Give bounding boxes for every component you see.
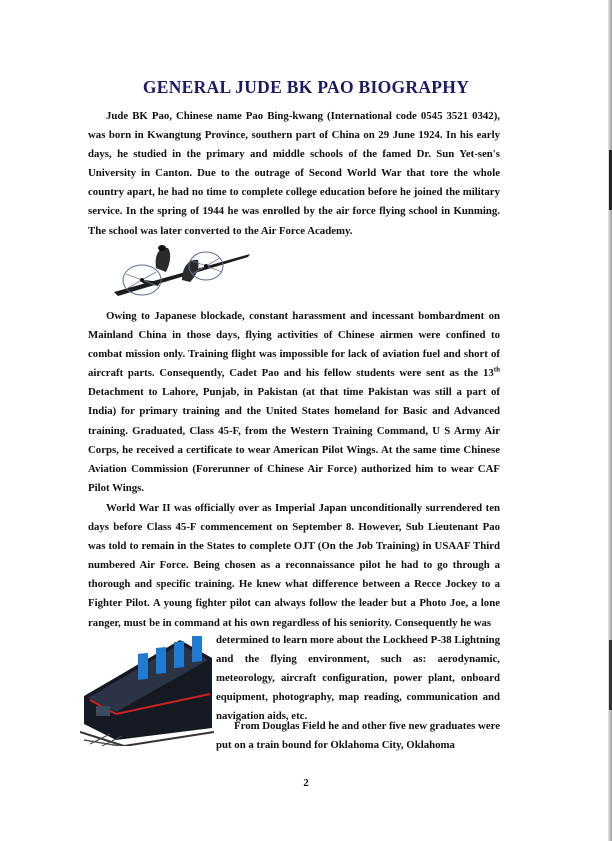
paragraph-training-text-cont: Detachment to Lahore, Punjab, in Pakistan (at that time Pakistan was still a part of India) for primary training and the United States homeland for Basic and Advanced training. Graduated, Class 45-F, from the Western Training Command, U S Army Air Corps, he received a certificate to wear American Pilot Wings. At the same time Chinese Aviation Commission (Forerunner of Chinese Air Force) authorized him to wear CAF Pilot Wings. (88, 386, 500, 494)
paragraph-birth: Jude BK Pao, Chinese name Pao Bing-kwang (International code 0545 3521 0342), was born in Kwangtung Province, southern part of China on 29 June 1924. In his early days, he studied in the primary and middle schools of the famed Dr. Sun Yet-sen's University in Canton. Due to the outrage of Second World War that tore the whole country apart, he had no time to complete college education before he joined the military service. In the spring of 1944 he was enrolled by the air force flying school in Kunming. The school was later converted to the Air Force Academy. (88, 110, 500, 237)
paragraph-p38: determined to learn more about the Lockheed P-38 Lightning and the flying environment, such as: aerodynamic, meteorology, aircraft configuration, power plant, onboard equipment, photography, map reading, communication and navigation aids, etc. (216, 634, 500, 723)
train-illustration (80, 636, 214, 746)
scan-edge (608, 0, 612, 841)
paragraph-douglas-field: From Douglas Field he and other five new graduates were put on a train bound for Oklahoma City, Oklahoma (216, 720, 501, 752)
page-number: 2 (303, 777, 309, 789)
page-title: GENERAL JUDE BK PAO BIOGRAPHY (142, 77, 470, 97)
paragraph-ojt: World War II was officially over as Imperial Japan unconditionally surrendered ten days before Class 45-F commencement on September 8. However, Sub Lieutenant Pao was told to remain in the States to complete OJT (On the Job Training) in USAAF Third numbered Air Force. Being chosen as a reconnaissance pilot he had to go through a thorough and specific training. He knew what difference between a Recce Jockey to a Fighter Pilot. A young fighter pilot can always follow the leader but a Photo Joe, a lone ranger, must be in command at his own regardless of his seniority. Consequently he was (88, 502, 500, 629)
paragraph-training (88, 307, 500, 498)
ordinal-suffix: th (493, 365, 500, 374)
paragraph-training-text: Owing to Japanese blockade, constant harassment and incessant bombardment on Mainland China in those days, flying activities of Chinese airmen were confined to combat mission only. Training flight was impossible for lack of aviation fuel and short of aircraft parts. Consequently, Cadet Pao and his fellow students were sent as the 13 (88, 310, 500, 380)
p38-aircraft-illustration (112, 240, 252, 302)
